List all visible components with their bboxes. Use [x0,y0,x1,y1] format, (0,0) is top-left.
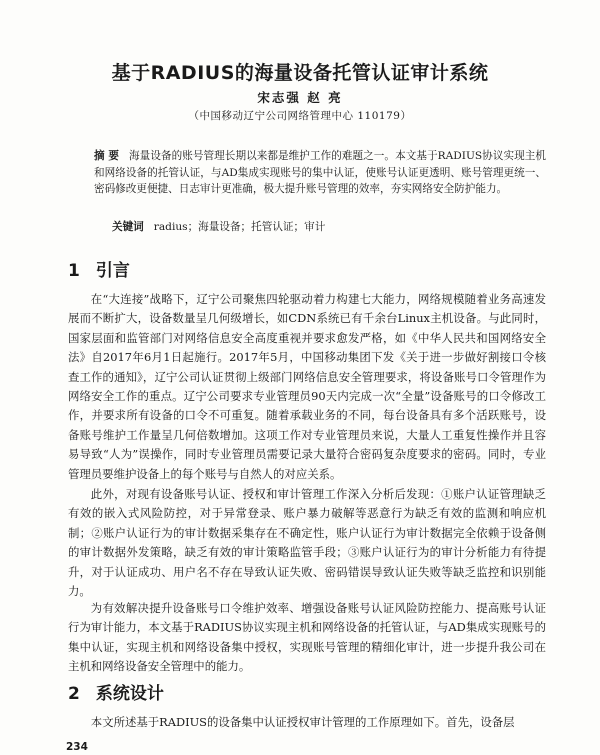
section-2-number: 2 [68,684,80,704]
section-2-heading [68,679,164,704]
section-2-title: 系统设计 [95,684,164,704]
paper-authors: 宋志强 赵 亮 [257,90,343,105]
section-1-paragraph-2: 此外，对现有设备账号认证、授权和审计管理工作深入分析后发现：①账户认证管理缺乏有效的嵌入式风险防控，对于异常登录、账户暴力破解等恶意行为缺乏有效的监测和响应机制；②账户认证行为的审计数据采集存在不确定性，账户认证行为审计数据完全依赖于设备侧的审计数据外发策略，缺乏有效的审计策略监管手段；③账户认证行为的审计分析能力有待提升，对于认证成功、用户名不存在导致认证失败、密码错误导致认证失败等缺乏监控和识别能力。 [68,487,546,599]
keywords [112,219,546,235]
abstract-text: 海量设备的账号管理长期以来都是维护工作的难题之一。本文基于RADIUS协议实现主机和网络设备的托管认证，与AD集成实现账号的集中认证，使账号认证更透明、账号管理更统一、密码修改更便捷、日志审计更准确，极大提升账号管理的效率，夯实网络安全防护能力。 [94,150,546,195]
page-number: 234 [66,741,88,753]
keywords-text: radius；海量设备；托管认证；审计 [153,221,326,233]
section-2-paragraph-1: 本文所述基于RADIUS的设备集中认证授权审计管理的工作原理如下。首先，设备层 [90,715,515,729]
abstract-label: 摘 要 [94,150,120,162]
abstract [94,148,546,198]
paper-title: 基于RADIUS的海量设备托管认证审计系统 [111,62,489,84]
author-affiliation: （中国移动辽宁公司网络管理中心 110179） [188,110,412,122]
section-1-title: 引言 [95,261,130,281]
section-1-paragraph-1: 在“大连接”战略下，辽宁公司聚焦四轮驱动着力构建七大能力，网络规模随着业务高速发展而不断扩大，设备数量呈几何级增长，如CDN系统已有千余台Linux主机设备。与此同时，国家层面和监管部门对网络信息安全高度重视并要求愈发严格，如《中华人民共和国网络安全法》自2017年6月1日起施行。2017年5月，中国移动集团下发《关于进一步做好割接口令核查工作的通知》，辽宁公司认证贯彻上级部门网络信息安全管理要求，将设备账号口令管理作为网络安全工作的重点。辽宁公司要求专业管理员90天内完成一次“全量”设备账号的口令修改工作，并要求所有设备的口令不可重复。随着承载业务的不同，每台设备具有多个活跃账号，设备账号维护工作量呈几何倍数增加。这项工作对专业管理员来说，大量人工重复性操作并且容易导致“人为”误操作，同时专业管理员需要记录大量符合密码复杂度要求的密码。同时，专业管理员要维护设备上的每个账号与自然人的对应关系。 [68,292,546,481]
keywords-label: 关键词 [112,221,144,233]
section-1-number: 1 [68,261,80,281]
section-1-paragraph-3: 为有效解决提升设备账号口令维护效率、增强设备账号认证风险防控能力、提高账号认证行为审计能力，本文基于RADIUS协议实现主机和网络设备的托管认证，与AD集成实现账号的集中认证，实现主机和网络设备集中授权，实现账号管理的精细化审计，进一步提升我公司在主机和网络设备安全管理中的能力。 [68,601,546,674]
section-1-heading [68,256,130,281]
